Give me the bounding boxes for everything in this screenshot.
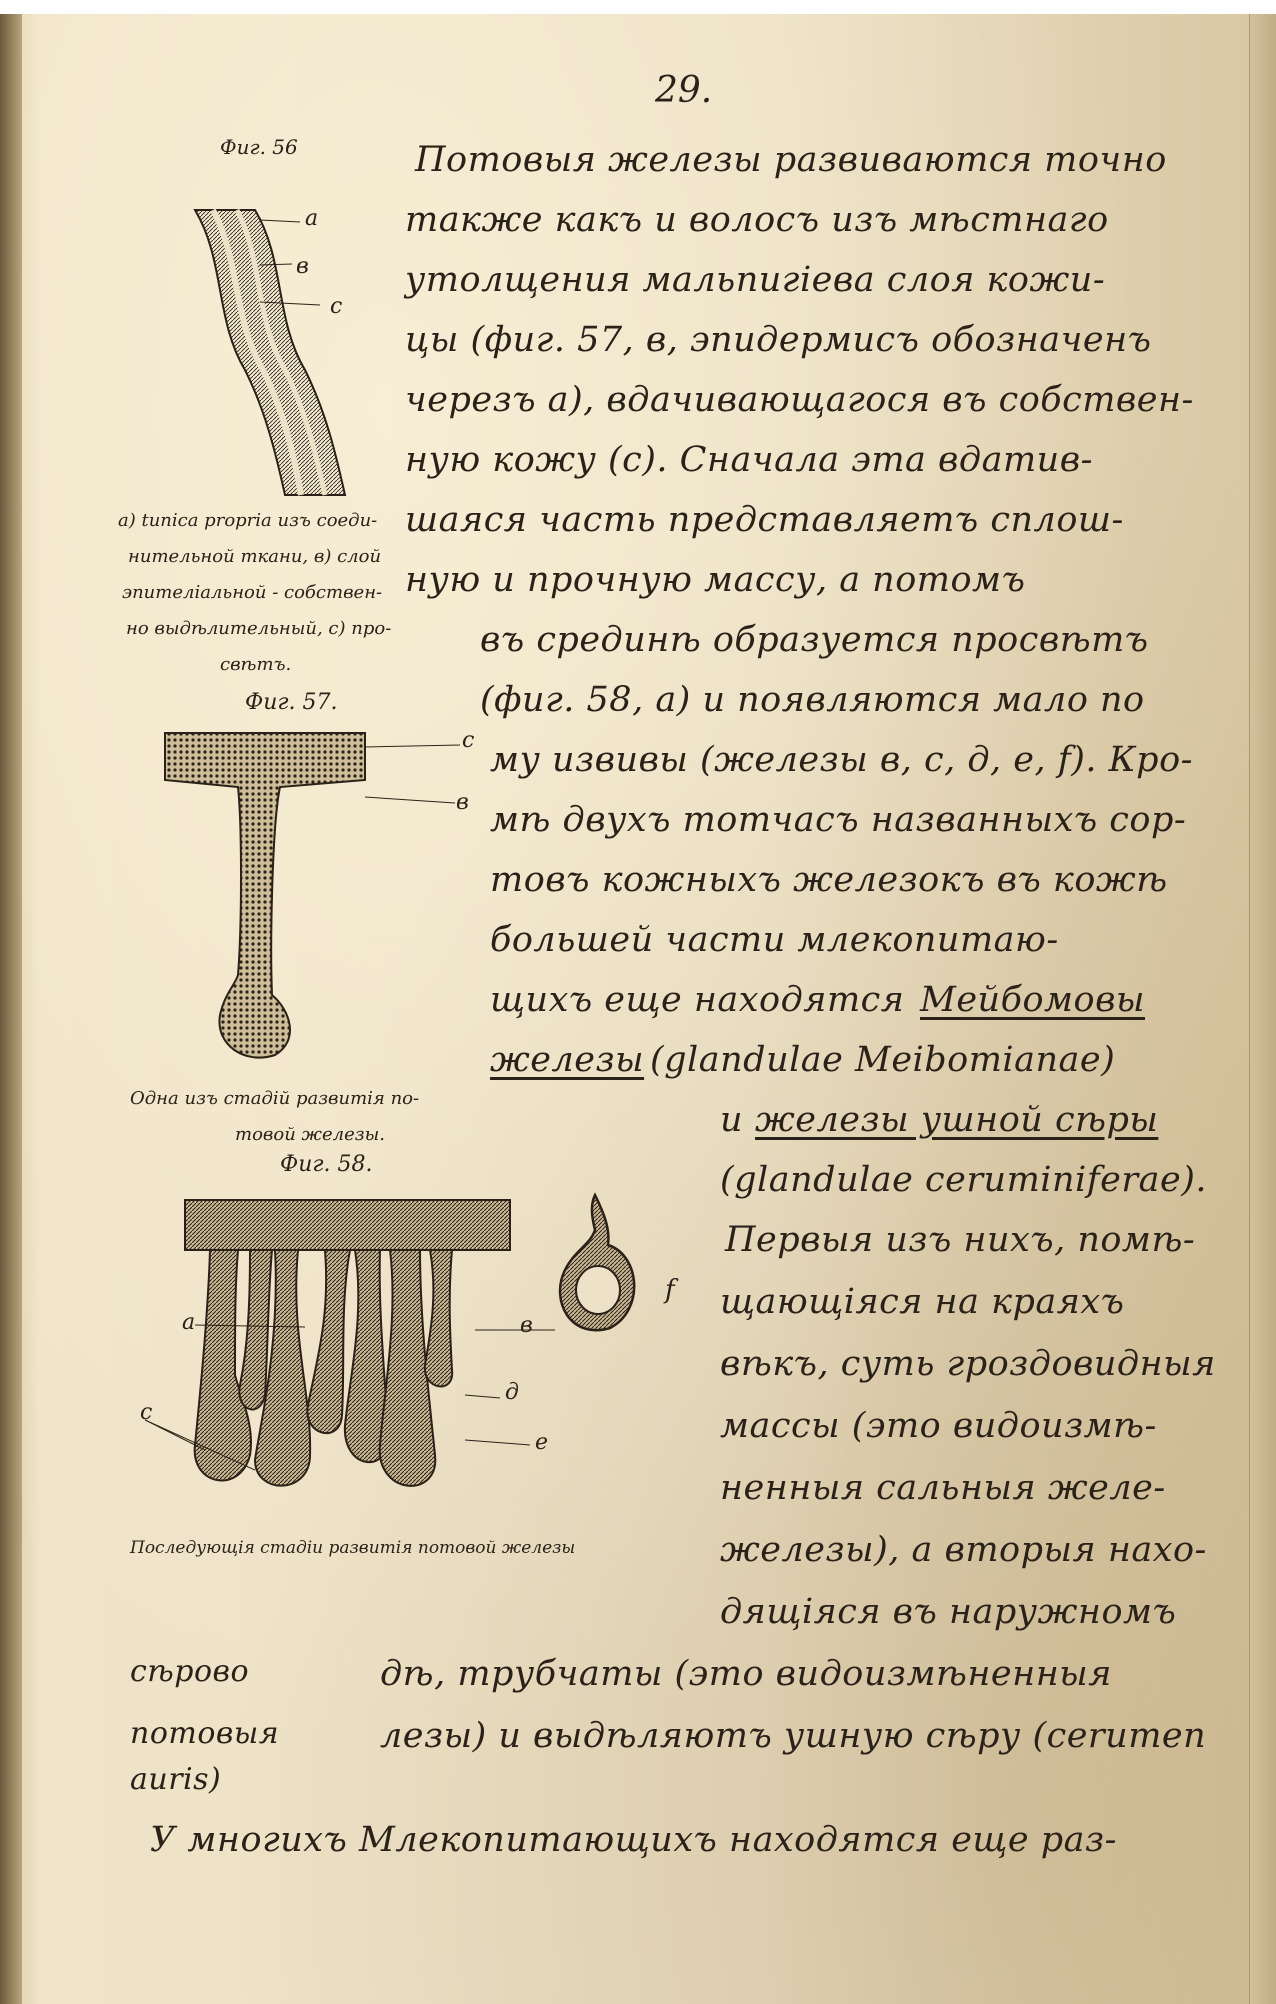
meibom-latin: (glandulae Meibomianae) bbox=[650, 1040, 1116, 1080]
text-line: му извивы (железы в, с, д, е, f). Кро- bbox=[490, 740, 1193, 780]
fig56-caption-line-2: нительной ткани, в) слой bbox=[128, 546, 382, 567]
text-line: Первыя изъ нихъ, помѣ- bbox=[725, 1220, 1196, 1260]
fig57-caption-line-1: Одна изъ стадій развитія по- bbox=[130, 1088, 420, 1109]
text-line: товъ кожныхъ железокъ въ кожѣ bbox=[490, 860, 1168, 900]
fig57-label-c: с bbox=[462, 728, 475, 753]
text-line: щихъ еще находятся bbox=[490, 980, 905, 1020]
text-line: железы), а вторыя нахо- bbox=[720, 1530, 1207, 1570]
text-line: шаяся часть представляетъ сплош- bbox=[405, 500, 1124, 540]
text-line: утолщения мальпигіева слоя кожи- bbox=[405, 260, 1106, 300]
meibom-word: железы bbox=[490, 1040, 645, 1080]
margin-note-line-2: потовыя bbox=[130, 1716, 280, 1751]
text-line: мѣ двухъ тотчасъ названныхъ сор- bbox=[490, 800, 1187, 840]
fig57-caption-line-2: товой железы. bbox=[235, 1124, 385, 1145]
fig56-label-b: в bbox=[296, 254, 309, 279]
text-line: въ срединѣ образуется просвѣтъ bbox=[480, 620, 1149, 660]
fig56-label-c: с bbox=[330, 294, 343, 319]
page-left-edge bbox=[0, 14, 22, 2004]
text-line: также какъ и волосъ изъ мѣстнаго bbox=[405, 200, 1109, 240]
fig58-label-e: е bbox=[535, 1430, 549, 1455]
fig56-caption-line-5: свѣтъ. bbox=[220, 654, 292, 675]
fig58-label-c: с bbox=[140, 1400, 153, 1425]
text-line: ненныя сальныя желе- bbox=[720, 1468, 1166, 1508]
margin-note-line-1: сѣрово bbox=[130, 1654, 250, 1689]
ear-name: железы ушной сѣры bbox=[755, 1100, 1159, 1140]
fig58-title: Фиг. 58. bbox=[280, 1152, 373, 1177]
fig58-label-b: в bbox=[520, 1313, 533, 1338]
margin-note-line-3: auris) bbox=[130, 1762, 222, 1797]
fig58-label-d: д bbox=[505, 1380, 519, 1405]
text-line: ную кожу (с). Сначала эта вдатив- bbox=[405, 440, 1093, 480]
text-line: большей части млекопитаю- bbox=[490, 920, 1059, 960]
text-line: ную и прочную массу, а потомъ bbox=[405, 560, 1026, 600]
text-line: дящіяся въ наружномъ bbox=[720, 1592, 1177, 1632]
fig57-label-b: в bbox=[456, 790, 469, 815]
fig56-caption-line-3: эпителіальной - собствен- bbox=[122, 582, 383, 603]
fig57-title: Фиг. 57. bbox=[245, 690, 338, 715]
page-right-edge bbox=[1249, 14, 1276, 2004]
fig56-caption-line-1: а) tunica propria изъ соеди- bbox=[118, 510, 378, 531]
text-line: вѣкъ, суть гроздовидныя bbox=[720, 1344, 1216, 1384]
fig58-caption: Последующія стадіи развитія потовой железы bbox=[130, 1538, 576, 1558]
fig57-illustration bbox=[160, 725, 380, 1065]
fig58-label-a: а bbox=[182, 1310, 196, 1335]
page-number: 29. bbox=[655, 70, 713, 111]
text-line: массы (это видоизмѣ- bbox=[720, 1406, 1157, 1446]
meibom-name: Мейбомовы bbox=[920, 980, 1145, 1020]
fig56-title: Фиг. 56 bbox=[220, 135, 298, 159]
text-line: У многихъ Млекопитающихъ находятся еще раз- bbox=[150, 1820, 1117, 1860]
text-line: дѣ, трубчаты (это видоизмѣненныя bbox=[380, 1654, 1112, 1694]
text-line: цы (фиг. 57, в, эпидермисъ обозначенъ bbox=[405, 320, 1152, 360]
text-line: (фиг. 58, а) и появляются мало по bbox=[480, 680, 1145, 720]
fig56-caption-line-4: но выдѣлительный, с) про- bbox=[126, 618, 392, 639]
ear-prefix: и bbox=[720, 1100, 744, 1140]
text-line: щающіяся на краяхъ bbox=[720, 1282, 1125, 1322]
text-line: черезъ а), вдачивающагося въ собствен- bbox=[405, 380, 1194, 420]
fig58-label-f: f bbox=[665, 1275, 675, 1305]
text-line: Потовыя железы развиваются точно bbox=[415, 140, 1167, 180]
fig56-label-a: а bbox=[305, 206, 319, 231]
text-line: лезы) и выдѣляютъ ушную сѣру (cerumen bbox=[380, 1716, 1207, 1756]
ear-latin: (glandulae ceruminiferae). bbox=[720, 1160, 1207, 1200]
